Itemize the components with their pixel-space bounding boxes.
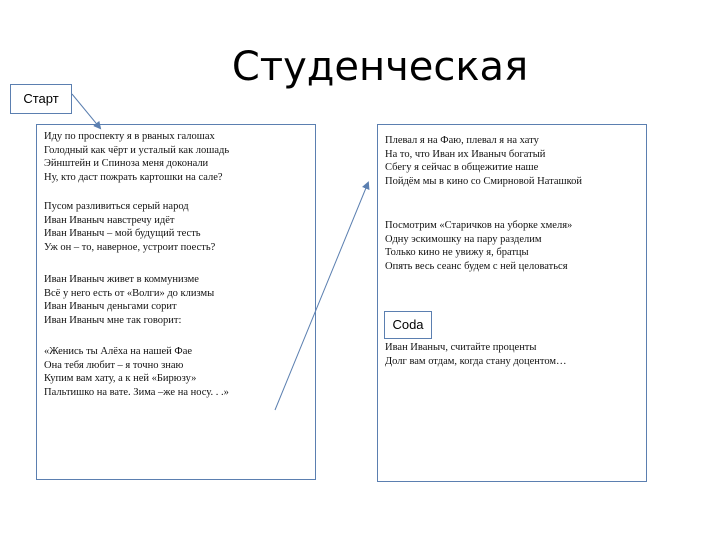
verse-line: Купим вам хату, а к ней «Бирюзу» bbox=[44, 373, 197, 384]
verse-line: Иван Иваныч мне так говорит: bbox=[44, 314, 182, 326]
verse-line: Иван Иваныч навстречу идёт bbox=[44, 214, 175, 226]
verse-line: Опять весь сеанс будем с ней целоваться bbox=[385, 260, 568, 272]
verse-line: Эйнштейн и Спиноза меня доконали bbox=[44, 158, 209, 169]
coda-stanza bbox=[385, 341, 567, 368]
verse-line: Долг вам отдам, когда стану доцентом… bbox=[385, 355, 567, 367]
verse-line: Только кино не увижу я, братцы bbox=[385, 247, 529, 258]
coda-label-box bbox=[384, 311, 432, 339]
verse-line: Одну эскимошку на пару разделим bbox=[385, 233, 542, 245]
verse-line: Ну, кто даст пожрать картошки на сале? bbox=[44, 171, 223, 183]
verse-line: Пойдём мы в кино со Смирновой Наташкой bbox=[385, 175, 583, 187]
start-arrow bbox=[72, 94, 100, 128]
verse-line: Иван Иваныч, считайте проценты bbox=[385, 342, 537, 353]
left-stanza-2 bbox=[44, 200, 215, 254]
verse-line: Уж он – то, наверное, устроит поесть? bbox=[44, 241, 216, 253]
left-stanza-4 bbox=[44, 345, 229, 399]
left-stanza-1 bbox=[44, 130, 229, 184]
page-title: Студенческая bbox=[231, 44, 529, 90]
verse-line: На то, что Иван их Иваныч богатый bbox=[385, 148, 546, 160]
verse-line: Пусом разливиться серый народ bbox=[44, 201, 189, 212]
verse-line: Плевал я на Фаю, плевал я на хату bbox=[385, 135, 539, 146]
right-stanza-1 bbox=[385, 134, 582, 188]
verse-line: Иван Иваныч живет в коммунизме bbox=[44, 274, 199, 285]
verse-line: Всё у него есть от «Волги» до клизмы bbox=[44, 287, 215, 299]
verse-line: Иван Иваныч деньгами сорит bbox=[44, 301, 177, 312]
verse-line: Сбегу я сейчас в общежитие наше bbox=[385, 162, 539, 173]
verse-line: «Женись ты Алёха на нашей Фае bbox=[44, 346, 193, 357]
coda-label: Coda bbox=[392, 317, 424, 332]
verse-line: Иду по проспекту я в рваных галошах bbox=[44, 131, 215, 142]
start-label-box bbox=[10, 84, 72, 114]
verse-line: Голодный как чёрт и усталый как лошадь bbox=[44, 144, 230, 156]
verse-line: Посмотрим «Старичков на уборке хмеля» bbox=[385, 220, 573, 231]
verse-line: Пальтишко на вате. Зима –же на носу. . .» bbox=[44, 386, 229, 398]
verse-line: Она тебя любит – я точно знаю bbox=[44, 359, 184, 371]
left-stanza-3 bbox=[44, 273, 214, 327]
right-stanza-2 bbox=[385, 219, 572, 273]
verse-line: Иван Иваныч – мой будущий тесть bbox=[44, 228, 201, 239]
start-label: Старт bbox=[23, 91, 59, 106]
